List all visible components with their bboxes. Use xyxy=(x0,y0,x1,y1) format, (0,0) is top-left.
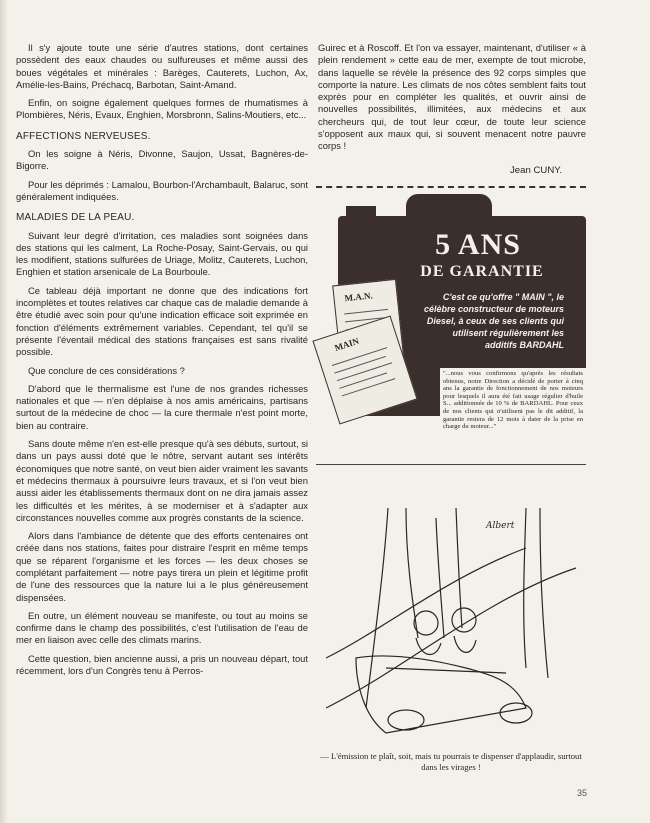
ad-text: C'est ce qu'offre " MAIN ", le célèbre constructeur de moteurs Diesel, à ceux de ses clients qui utilisent régulièrement les additifs BARDAHL xyxy=(423,292,564,350)
paragraph: Sans doute même n'en est-elle presque qu'à ses débuts, surtout, si dans un pays aussi doté que le nôtre, servant autant ses intérêts économiques que notre santé, on veut bien aider vraiment les savants et médecins thermaux à poursuivre leurs travaux, et si l'on veut bien aussi aider les établissements thermaux dont on ne dira jamais assez les difficultés et les mérites, à se moderniser et à s'adapter aux circonstances nouvelles comme aux progrès constants de la science. xyxy=(16,438,308,523)
right-column xyxy=(318,42,586,153)
bardahl-advertisement xyxy=(318,206,586,456)
paragraph: Pour les déprimés : Lamalou, Bourbon-l'Archambault, Balaruc, sont généralement indiquées. xyxy=(16,178,308,202)
paragraph: Ce tableau déjà important ne donne que des indications fort incomplètes et toutes relatives car chaque cas de maladie demande à être étudié avec soin pour qu'une indication efficace soit exprimée en fonction d'éléments extrêmement variables. Cependant, tel qu'il se présente l'éventail médical des stations françaises est sans rivalité possible. xyxy=(16,284,308,358)
left-column xyxy=(16,42,308,683)
paragraph: Cette question, bien ancienne aussi, a pris un nouveau départ, tout récemment, lors d'un Congrès tenu à Perros- xyxy=(16,652,308,677)
ad-quote: "...nous vous confirmons qu'après les résultats obtenus, notre Direction a décidé de porter à cinq ans la garantie de fonctionnement de nos moteurs pour lesquels il aura été fait usage régulier d'huile S... additionnée de 10 % de BARDAHL. Pour ceux de nos clients qui n'utilisent pas le dit additif, la garantie restera de 12 mois à dater de la prise en charge du moteur..." xyxy=(440,368,586,433)
author-signature: Jean CUNY. xyxy=(510,165,563,176)
paragraph: D'abord que le thermalisme est l'une de nos grandes richesses nationales et que — n'en déplaise à nos amis américains, partisans surtout de la médecine de choc — la cure thermale n'est point morte, bien au contraire. xyxy=(16,382,308,431)
doc-line xyxy=(334,356,386,374)
paragraph: On les soigne à Néris, Divonne, Saujon, Ussat, Bagnères-de-Bigorre. xyxy=(16,148,308,172)
paragraph: Enfin, on soigne également quelques formes de rhumatismes à Plombières, Néris, Evaux, Enghien, Morsbronn, Salins-Moutiers, etc... xyxy=(16,97,308,121)
paragraph: Il s'y ajoute toute une série d'autres stations, dont certaines possèdent des eaux chaudes ou sulfureuses et même aussi des boues végétales et minérales : Barèges, Cauterets, Luchon, Ax, Amélie-les-Bains, Préchacq, Barbotan, Saint-Amand. xyxy=(16,42,308,90)
doc-line xyxy=(342,378,396,396)
cartoon-caption: — L'émission te plaît, soit, mais tu pourrais te dispenser d'applaudir, surtout dans les virages ! xyxy=(320,751,582,772)
dashed-divider xyxy=(316,186,586,188)
ad-subtitle: DE GARANTIE xyxy=(420,263,544,280)
section-heading-nerveuses: AFFECTIONS NERVEUSES. xyxy=(16,130,151,142)
paragraph: Suivant leur degré d'irritation, ces maladies sont soignées dans des stations qui les calment, La Roche-Posay, Saint-Gervais, ou qui les modifient, stations sulfurées de Uriage, Molitz, Cauterets, Luchon, Enghien et station arsenicale de La Bourboule. xyxy=(16,229,308,278)
page-edge xyxy=(0,0,8,823)
paragraph: Que conclure de ces considérations ? xyxy=(28,364,185,376)
paragraph: Alors dans l'ambiance de détente que des efforts centenaires ont créée dans nos stations, faites pour distraire l'esprit en même temps que se réparent l'organisme et les forces — les deux choses se complétant parfaitement — notre pays tirera un plein et légitime profit de l'une des ressources que la nature lui a le plus généreusement dispensées. xyxy=(16,530,308,603)
doc-label: M.A.N. xyxy=(344,290,374,304)
doc-label: MAIN xyxy=(333,335,361,354)
car-cartoon-illustration xyxy=(326,508,584,744)
doc-line xyxy=(339,372,387,388)
page-number: 35 xyxy=(577,788,588,798)
ad-title: 5 ANS xyxy=(435,228,521,261)
solid-divider xyxy=(316,464,586,465)
paragraph: En outre, un élément nouveau se manifeste, ou tout au moins se confirme dans le champ des possibilités, c'est l'utilisation de l'eau de mer en liaison avec celle des climats marins. xyxy=(16,609,308,646)
paragraph: Guirec et à Roscoff. Et l'on va essayer, maintenant, d'utiliser « à plein rendement » cette eau de mer, exempte de tout microbe, dans laquelle se révèle la présence des 92 corps simples que comporte la nature. Les climats de nos côtes semblent faits tout exprès pour en compléter les qualités, et ouvrir ainsi de nouvelles possibilités, illimitées, aux médecins et aux chercheurs qui, de tout leur cœur, de toute leur science s'opposent aux maux qui, si souvent menacent notre pauvre corps ! xyxy=(318,42,586,152)
doc-line xyxy=(344,309,388,315)
cartoonist-signature: Albert xyxy=(486,521,515,531)
section-heading-peau: MALADIES DE LA PEAU. xyxy=(16,212,135,224)
